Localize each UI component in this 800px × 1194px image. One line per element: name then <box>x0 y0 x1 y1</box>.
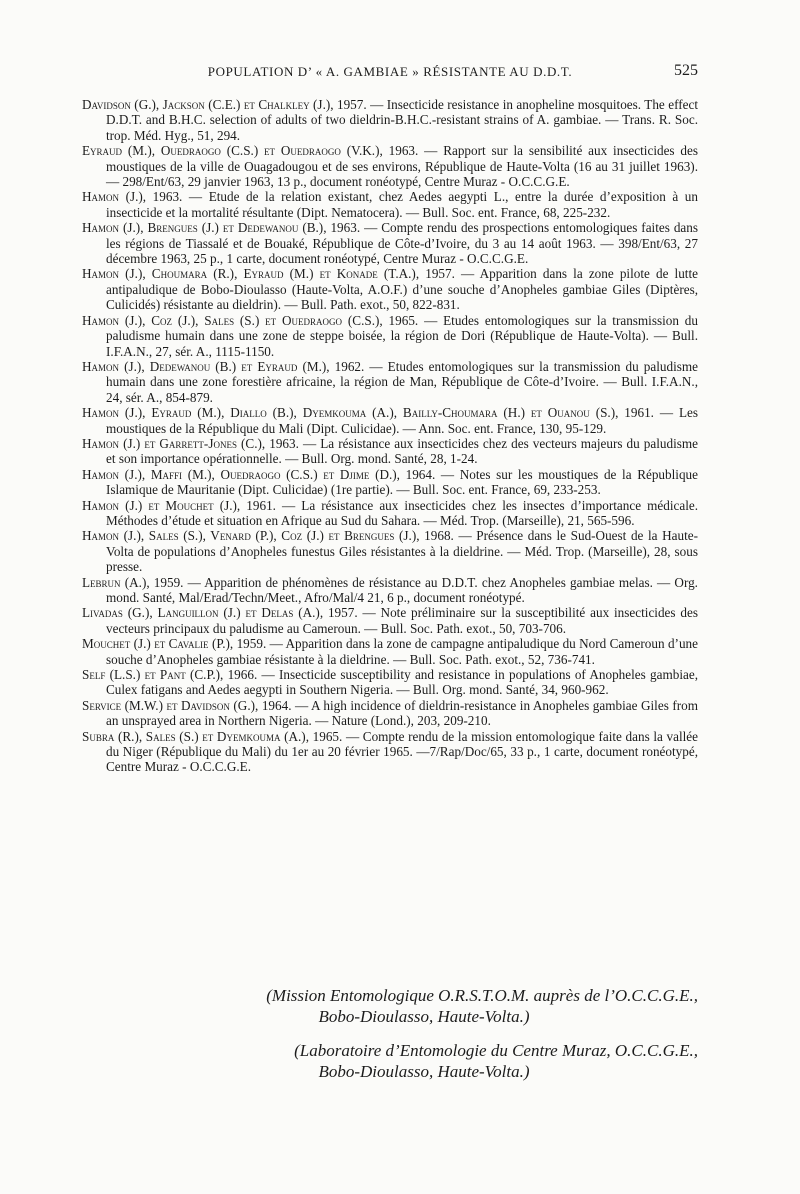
reference-text: — Les moustiques de la République du Mali (Dipt. Culicidae). — Ann. Soc. ent. France, 130, 95-129. <box>106 405 698 436</box>
reference-text: — Note préliminaire sur la susceptibilité aux insecticides des vecteurs principaux du paludisme au Cameroun. — Bull. Soc. Path. exot., 50, 703-706. <box>106 605 698 636</box>
reference-text: — Compte rendu des prospections entomologiques faites dans les régions de Tiassalé et de Bouaké, République de Côte-d’Ivoire, du 3 au 14 août 1963. — 398/Ent/63, 27 décembre 1963, 25 p., 1 carte, document ronéotypé, Centre Muraz - O.C.C.G.E. <box>106 220 698 267</box>
affiliation-line: (Mission Entomologique O.R.S.T.O.M. auprès de l’O.C.C.G.E., <box>266 986 698 1005</box>
reference-entry <box>82 405 698 436</box>
reference-entry <box>82 528 698 574</box>
reference-authors: Mouchet (J.) et Cavalie (P.), 1959. <box>82 636 267 652</box>
reference-text: — Etude de la relation existant, chez Aedes aegypti L., entre la durée d’exposition à un insecticide et la mortalité résultante (Dipt. Nematocera). — Bull. Soc. ent. France, 68, 225-232. <box>106 189 698 220</box>
reference-authors: Lebrun (A.), 1959. <box>82 574 184 590</box>
reference-authors: Hamon (J.), 1963. <box>82 189 183 205</box>
reference-authors: Self (L.S.) et Pant (C.P.), 1966. <box>82 667 258 683</box>
reference-entry <box>82 97 698 143</box>
reference-text: — Compte rendu de la mission entomologique faite dans la vallée du Niger (République du Mali) du 1er au 20 février 1965. —7/Rap/Doc/65, 33 p., 1 carte, document ronéotypé, Centre Muraz - O.C.C.G.E. <box>106 728 698 775</box>
reference-authors: Livadas (G.), Languillon (J.) et Delas (A.), 1957. <box>82 605 358 621</box>
reference-entry <box>82 143 698 189</box>
reference-text: — La résistance aux insecticides chez les insectes d’importance médicale. Méthodes d’étude et situation en Afrique au Sud du Sahara. — Méd. Trop. (Marseille), 21, 565-596. <box>106 497 699 528</box>
page-number: 525 <box>674 62 698 79</box>
reference-entry <box>82 467 698 498</box>
reference-authors: Hamon (J.), Brengues (J.) et Dedewanou (B.), 1963. <box>82 220 361 236</box>
reference-entry <box>82 636 698 667</box>
reference-entry <box>82 605 698 636</box>
affiliation-line: Bobo-Dioulasso, Haute-Volta.) <box>318 1007 530 1026</box>
reference-text: — Etudes entomologiques sur la transmission du paludisme humain dans une zone forestière africaine, la région de Man, République de Côte-d’Ivoire. — Bull. I.F.A.N., 24, sér. A., 854-879. <box>106 358 699 405</box>
reference-entry <box>82 436 698 467</box>
reference-authors: Subra (R.), Sales (S.) et Dyemkouma (A.), 1965. <box>82 728 343 744</box>
reference-entry <box>82 189 698 220</box>
reference-authors: Davidson (G.), Jackson (C.E.) et Chalkley (J.), 1957. <box>82 97 367 112</box>
reference-text: — Apparition de phénomènes de résistance au D.D.T. chez Anopheles gambiae melas. — Org. mond. Santé, Mal/Erad/Techn/Meet., Afro/Mal/4 21, 6 p., document ronéotypé. <box>106 574 698 605</box>
reference-authors: Eyraud (M.), Ouedraogo (C.S.) et Ouedraogo (V.K.), 1963. <box>82 143 419 159</box>
reference-text: — Apparition dans la zone de campagne antipaludique du Nord Cameroun d’une souche d’Anopheles gambiae résistante à la dieldrine. — Bull. Soc. Path. exot., 52, 736-741. <box>106 636 698 667</box>
reference-entry <box>82 667 698 698</box>
reference-entry <box>82 698 698 729</box>
reference-text: — La résistance aux insecticides chez des vecteurs majeurs du paludisme et son importance opérationnelle. — Bull. Org. mond. Santé, 28, 1-24. <box>106 435 699 467</box>
reference-authors: Hamon (J.) et Mouchet (J.), 1961. <box>82 497 276 513</box>
reference-entry <box>82 313 698 359</box>
reference-text: — Etudes entomologiques sur la transmission du paludisme humain dans une zone de steppe boisée, la région de Dori (République de Haute-Volta). — Bull. I.F.A.N., 27, sér. A., 1115-1150. <box>106 312 698 359</box>
reference-text: — Apparition dans la zone pilote de lutte antipaludique de Bobo-Dioulasso (Haute-Volta, A.O.F.) d’une souche d’Anopheles gambiae Giles (Diptères, Culicidés) résistante au dieldrin). — Bull. Path. exot., 50, 822-831. <box>106 266 698 313</box>
affiliation-line: Bobo-Dioulasso, Haute-Volta.) <box>318 1062 530 1081</box>
reference-authors: Hamon (J.) et Garrett-Jones (C.), 1963. <box>82 435 299 451</box>
reference-list <box>82 97 698 775</box>
reference-text: — Notes sur les moustiques de la République Islamique de Mauritanie (Dipt. Culicidae) (1re partie). — Bull. Soc. ent. France, 69, 233-253. <box>106 466 698 498</box>
reference-authors: Hamon (J.), Choumara (R.), Eyraud (M.) et Konade (T.A.), 1957. <box>82 266 455 282</box>
reference-authors: Hamon (J.), Coz (J.), Sales (S.) et Ouedraogo (C.S.), 1965. <box>82 312 419 328</box>
reference-entry <box>82 266 698 312</box>
affiliation-mission <box>150 985 698 1027</box>
reference-authors: Hamon (J.), Maffi (M.), Ouedraogo (C.S.) et Djime (D.), 1964. <box>82 466 436 482</box>
reference-text: — Insecticide susceptibility and resistance in populations of Anopheles gambiae, Culex fatigans and Aedes aegypti in Southern Nigeria. — Bull. Org. mond. Santé, 34, 960-962. <box>106 667 698 698</box>
reference-authors: Hamon (J.), Sales (S.), Venard (P.), Coz (J.) et Brengues (J.), 1968. <box>82 528 454 544</box>
reference-text: — Rapport sur la sensibilité aux insecticides des moustiques de la ville de Ouagadougou et de ses environs, République de Haute-Volta (16 au 31 juillet 1963). — 298/Ent/63, 29 janvier 1963, 13 p., document ronéotypé, Centre Muraz - O.C.C.G.E. <box>106 143 698 190</box>
reference-text: — A high incidence of dieldrin-resistance in Anopheles gambiae Giles from an unsprayed area in Northern Nigeria. — Nature (Lond.), 203, 209-210. <box>106 697 698 729</box>
running-title: POPULATION D’ « A. GAMBIAE » RÉSISTANTE AU D.D.T. <box>207 64 573 79</box>
reference-entry <box>82 359 698 405</box>
reference-authors: Hamon (J.), Dedewanou (B.) et Eyraud (M.), 1962. <box>82 358 365 374</box>
reference-authors: Hamon (J.), Eyraud (M.), Diallo (B.), Dyemkouma (A.), Bailly-Choumara (H.) et Ouanou (S.), 1961. <box>82 405 654 421</box>
reference-text: — Insecticide resistance in anopheline mosquitoes. The effect D.D.T. and B.H.C. selection of adults of two dieldrin-B.H.C.-resistant strains of A. gambiae. — Trans. R. Soc. trop. Méd. Hyg., 51, 294. <box>106 97 698 143</box>
reference-entry <box>82 220 698 266</box>
affiliation-line: (Laboratoire d’Entomologie du Centre Muraz, O.C.C.G.E., <box>294 1041 698 1060</box>
reference-text: — Présence dans le Sud-Ouest de la Haute-Volta de populations d’Anopheles funestus Giles résistantes à la dieldrine. — Méd. Trop. (Marseille), 28, sous presse. <box>106 528 699 575</box>
reference-entry <box>82 729 698 775</box>
affiliation-laboratory <box>150 1040 698 1082</box>
reference-authors: Service (M.W.) et Davidson (G.), 1964. <box>82 697 292 713</box>
reference-entry <box>82 498 698 529</box>
reference-entry <box>82 575 698 606</box>
